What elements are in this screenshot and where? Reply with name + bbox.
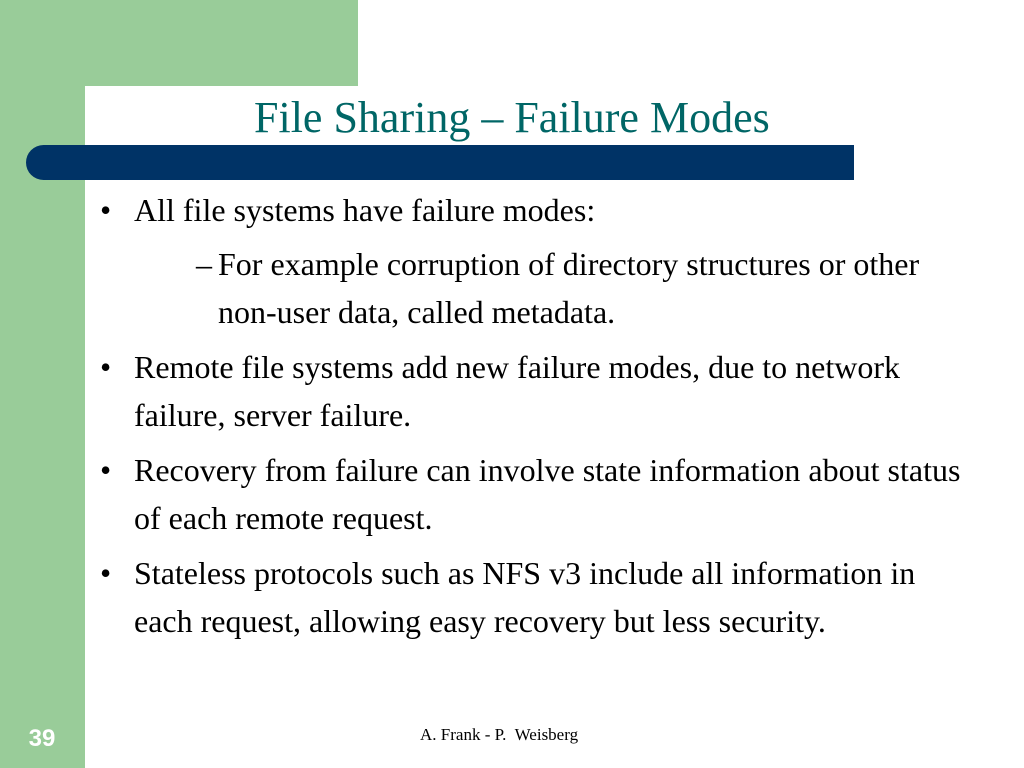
bullet-text: Remote file systems add new failure modes, due to network failure, server failure. bbox=[134, 349, 901, 433]
bullet-text: Recovery from failure can involve state information about status of each remote request. bbox=[134, 452, 961, 536]
left-green-bar bbox=[0, 0, 85, 768]
sub-bullet-text: For example corruption of directory structures or other non-user data, called metadata. bbox=[218, 246, 920, 330]
bullet-icon: • bbox=[100, 192, 112, 228]
title-underline-bar bbox=[26, 145, 854, 180]
bullet-list bbox=[96, 186, 976, 652]
bullet-item bbox=[96, 446, 976, 542]
bullet-icon: • bbox=[100, 452, 112, 488]
dash-icon: – bbox=[196, 246, 212, 282]
slide-title: File Sharing – Failure Modes bbox=[254, 93, 770, 142]
bullet-icon: • bbox=[100, 349, 112, 385]
bullet-text: All file systems have failure modes: bbox=[134, 192, 596, 228]
footer-authors: A. Frank - P. Weisberg bbox=[420, 725, 579, 744]
bullet-item bbox=[96, 343, 976, 439]
bullet-icon: • bbox=[100, 555, 112, 591]
slide-number: 39 bbox=[28, 725, 56, 752]
bullet-item bbox=[96, 549, 976, 645]
bullet-item bbox=[96, 186, 976, 336]
sub-bullet-item bbox=[134, 240, 976, 336]
top-green-block bbox=[85, 0, 358, 86]
bullet-text: Stateless protocols such as NFS v3 include all information in each request, allowing easy recovery but less security. bbox=[134, 555, 916, 639]
